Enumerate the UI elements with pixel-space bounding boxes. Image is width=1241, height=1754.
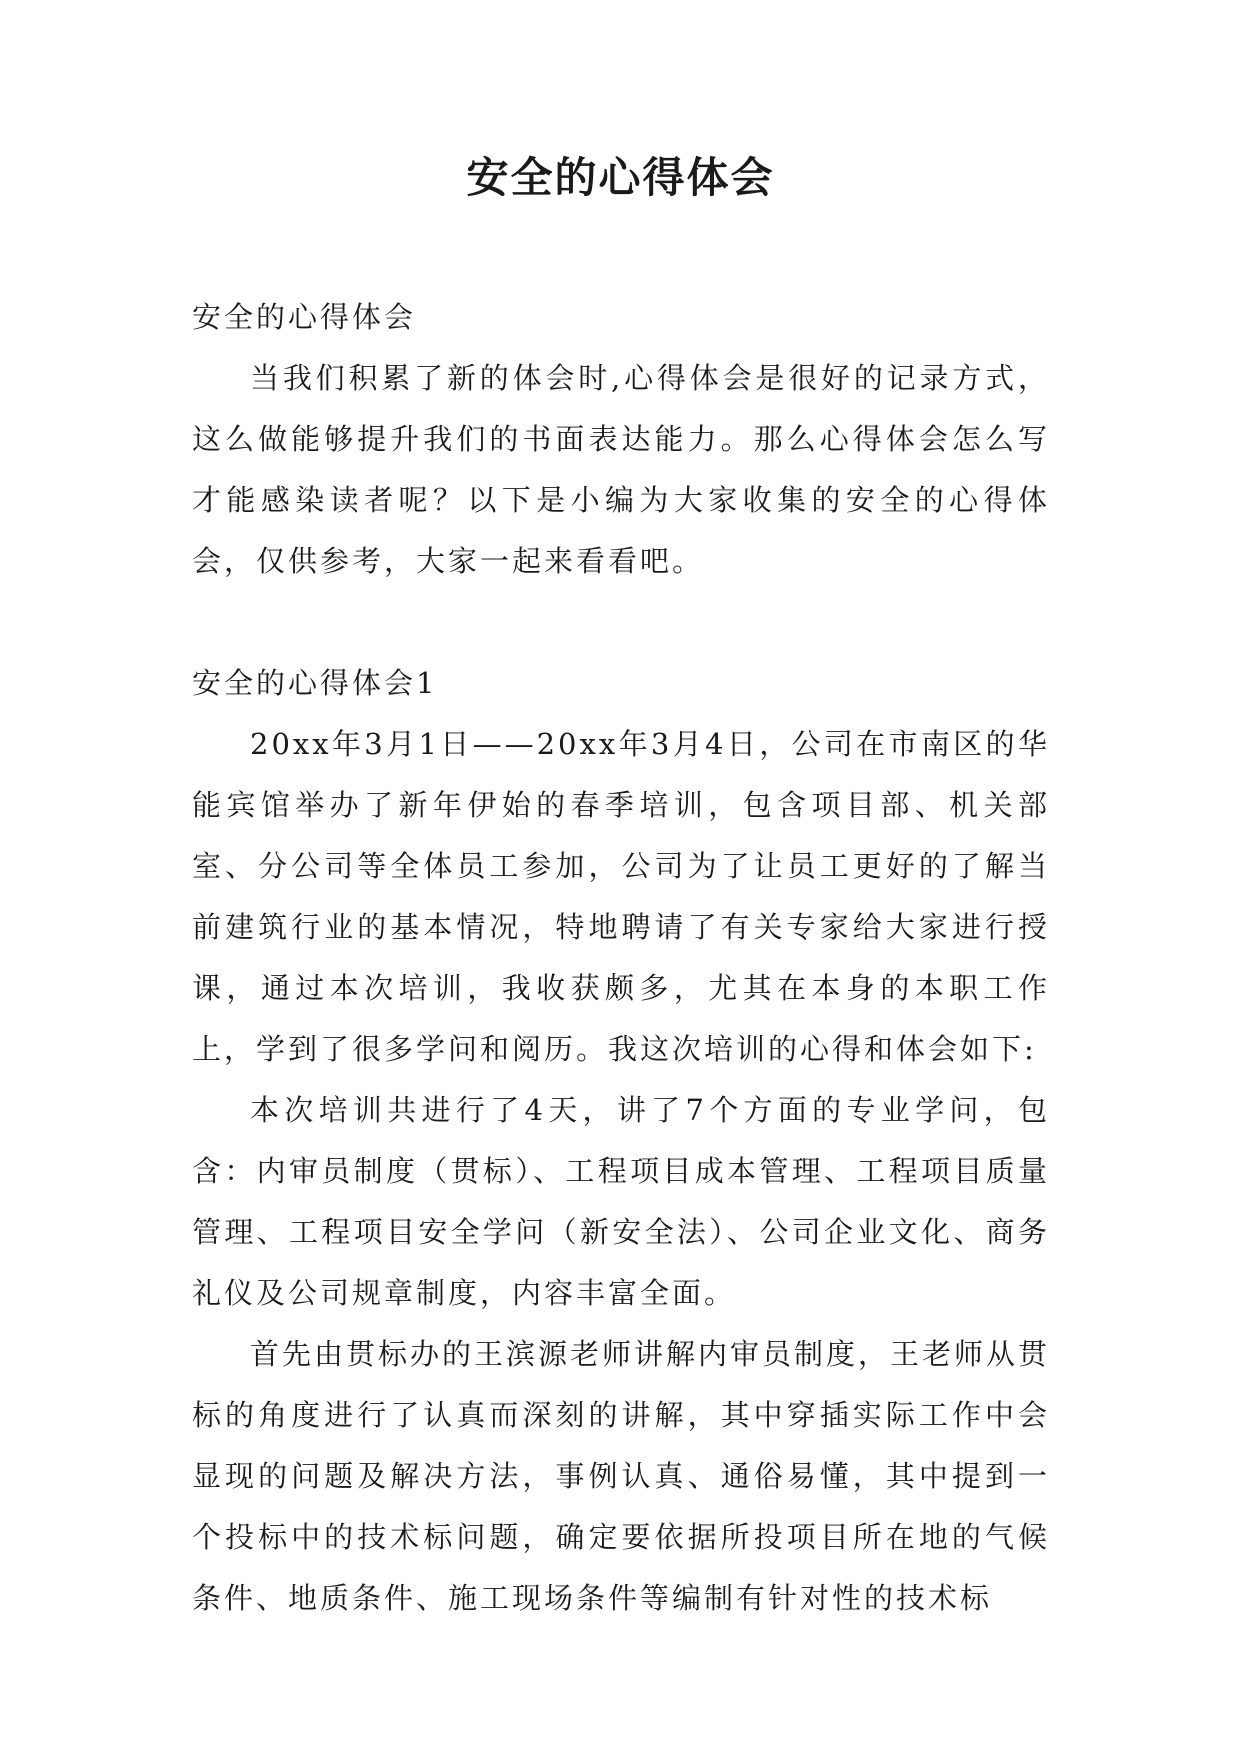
section1-paragraph-3: 首先由贯标办的王滨源老师讲解内审员制度，王老师从贯标的角度进行了认真而深刻的讲解，其中穿插实际工作中会显现的问题及解决方法，事例认真、通俗易懂，其中提到一个投标中的技术标问题，确定要依据所投项目所在地的气候条件、地质条件、施工现场条件等编制有针对性的技术标 (192, 1337, 1051, 1615)
intro-paragraph: 当我们积累了新的体会时,心得体会是很好的记录方式，这么做能够提升我们的书面表达能力。那么心得体会怎么写才能感染读者呢？以下是小编为大家收集的安全的心得体会，仅供参考，大家一起来看看吧。 (192, 361, 1050, 578)
section1-paragraph-1: 20xx年3月1日——20xx年3月4日，公司在市南区的华能宾馆举办了新年伊始的春季培训，包含项目部、机关部室、分公司等全体员工参加，公司为了让员工更好的了解当前建筑行业的基本情况，特地聘请了有关专家给大家进行授课，通过本次培训，我收获颇多，尤其在本身的本职工作上，学到了很多学问和阅历。我这次培训的心得和体会如下: (192, 727, 1050, 1066)
section1-heading: 安全的心得体会1 (192, 666, 438, 700)
document-title: 安全的心得体会 (466, 153, 775, 202)
document-body (192, 287, 1050, 1629)
section-spacer (192, 592, 1050, 653)
intro-heading: 安全的心得体会 (192, 300, 417, 334)
section1-paragraph-2: 本次培训共进行了4天，讲了7个方面的专业学问，包含：内审员制度（贯标）、工程项目成本管理、工程项目质量管理、工程项目安全学问（新安全法）、公司企业文化、商务礼仪及公司规章制度，内容丰富全面。 (192, 1093, 1050, 1310)
